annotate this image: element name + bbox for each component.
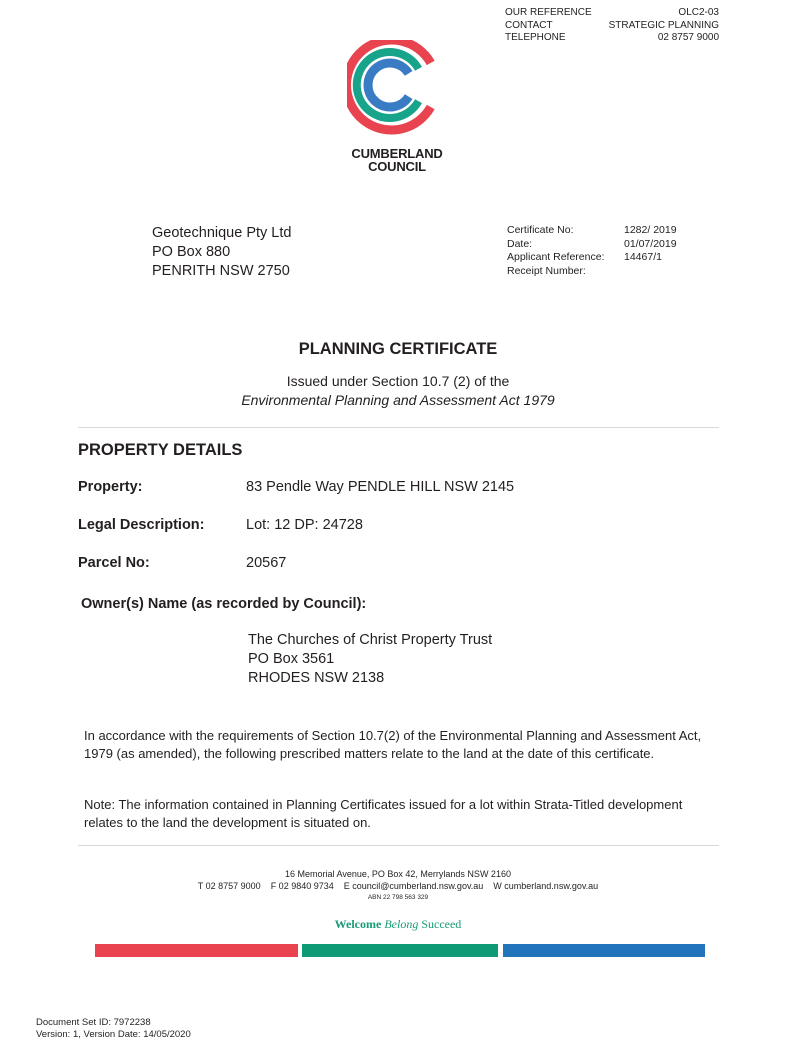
owner-address <box>248 631 492 688</box>
footer-stripe-red <box>95 944 298 957</box>
telephone-row <box>505 32 719 45</box>
reference-value: OLC2-03 <box>678 7 719 18</box>
owner-suburb: RHODES NSW 2138 <box>248 670 385 686</box>
issued-under-text: Issued under Section 10.7 (2) of the <box>286 373 510 389</box>
certificate-date-value: 01/07/2019 <box>624 237 677 250</box>
parcel-number-value: 20567 <box>246 555 287 571</box>
contact-row <box>505 20 719 33</box>
reference-block <box>505 7 719 45</box>
applicant-reference-label: Applicant Reference: <box>507 251 605 264</box>
council-tagline <box>0 917 796 932</box>
legal-description-row <box>78 517 363 533</box>
addressee-name: Geotechnique Pty Ltd <box>152 225 292 241</box>
parcel-number-label: Parcel No: <box>78 555 150 571</box>
certificate-number-label: Certificate No: <box>507 224 574 236</box>
owner-po-box: PO Box 3561 <box>248 651 335 667</box>
certificate-date-label: Date: <box>507 237 533 250</box>
footer-address: 16 Memorial Avenue, PO Box 42, Merrylands NSW 2160 <box>285 869 511 879</box>
tagline-belong: Belong <box>384 917 419 931</box>
addressee-block <box>152 224 291 281</box>
receipt-number-row <box>507 265 677 279</box>
reference-row <box>505 7 719 20</box>
logo-text-line1: CUMBERLAND <box>351 146 443 161</box>
logo-text-line2: COUNCIL <box>368 159 426 174</box>
act-name: Environmental Planning and Assessment Act 1979 <box>241 392 555 408</box>
divider <box>78 427 719 428</box>
addressee-suburb: PENRITH NSW 2750 <box>152 263 290 279</box>
property-value: 83 Pendle Way PENDLE HILL NSW 2145 <box>246 479 515 495</box>
strata-note-paragraph: Note: The information contained in Planning Certificates issued for a lot within Strata-Titled development relates to the land the development is situated on. <box>84 797 683 830</box>
accordance-paragraph: In accordance with the requirements of Section 10.7(2) of the Environmental Planning and Assessment Act, 1979 (as amended), the following prescribed matters relate to the land at the date of this certificate. <box>84 728 702 761</box>
certificate-number-value: 1282/ 2019 <box>624 224 677 236</box>
applicant-reference-value: 14467/1 <box>624 251 662 264</box>
owner-heading: Owner(s) Name (as recorded by Council): <box>81 596 367 612</box>
footer-abn: ABN 22 798 563 329 <box>367 894 429 901</box>
document-set-id: Document Set ID: 7972238 <box>36 1017 151 1028</box>
parcel-number-row <box>78 555 286 571</box>
contact-label: CONTACT <box>505 19 553 31</box>
owner-name: The Churches of Christ Property Trust <box>248 632 493 648</box>
applicant-reference-row <box>507 251 677 265</box>
footer-divider <box>78 845 719 846</box>
council-logo-icon <box>347 40 447 140</box>
contact-value: STRATEGIC PLANNING <box>608 19 719 31</box>
tagline-welcome: Welcome <box>334 917 382 931</box>
reference-label: OUR REFERENCE <box>505 7 592 18</box>
document-version: Version: 1, Version Date: 14/05/2020 <box>36 1029 191 1040</box>
receipt-number-label: Receipt Number: <box>507 264 586 277</box>
footer-stripe-blue <box>503 944 705 957</box>
footer-contact <box>0 869 796 904</box>
certificate-date-row <box>507 238 677 252</box>
addressee-po-box: PO Box 880 <box>152 244 231 260</box>
legal-description-value: Lot: 12 DP: 24728 <box>246 517 363 533</box>
document-subtitle <box>0 372 796 410</box>
footer-stripe-green <box>302 944 498 957</box>
certificate-number-row <box>507 224 677 238</box>
footer-contacts: T 02 8757 9000 F 02 9840 9734 E council@cumberland.nsw.gov.au W cumberland.nsw.gov.au <box>197 880 599 891</box>
telephone-label: TELEPHONE <box>505 32 566 43</box>
document-meta <box>36 1017 191 1041</box>
document-title: PLANNING CERTIFICATE <box>298 340 498 358</box>
property-label: Property: <box>78 479 143 495</box>
tagline-succeed: Succeed <box>421 917 462 931</box>
legal-description-label: Legal Description: <box>78 517 205 533</box>
property-row <box>78 479 514 495</box>
telephone-value: 02 8757 9000 <box>657 32 719 43</box>
property-details-heading: PROPERTY DETAILS <box>78 441 243 459</box>
certificate-info <box>507 224 677 278</box>
